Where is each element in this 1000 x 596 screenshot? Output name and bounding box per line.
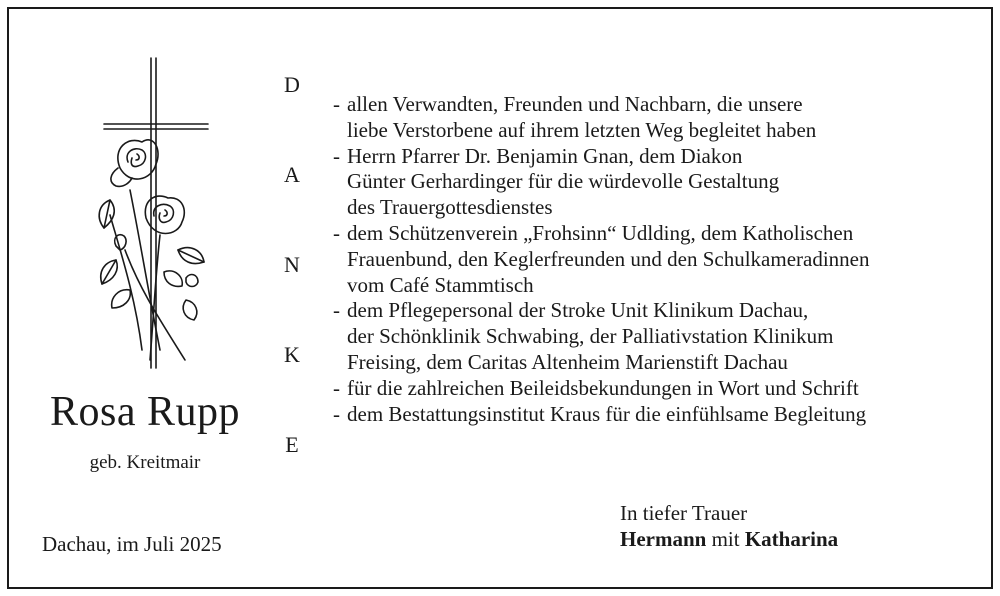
thanks-item: - dem Bestattungsinstitut Kraus für die einfühlsame Begleitung <box>333 401 867 426</box>
deceased-name: Rosa Rupp <box>49 389 240 435</box>
danke-letter: E <box>285 432 299 457</box>
thanks-item: - allen Verwandten, Freunden und Nachbarn, die unsere liebe Verstorbene auf ihrem letzten Weg begleitet haben <box>333 92 817 142</box>
danke-letter: A <box>284 162 300 187</box>
closing-line: In tiefer Trauer <box>620 501 748 525</box>
danke-letter: K <box>284 342 300 367</box>
mourner-name: Katharina <box>744 527 839 551</box>
mourners <box>620 526 838 552</box>
cross-with-roses-icon <box>90 50 220 380</box>
thanks-item: - für die zahlreichen Beileidsbekundungen in Wort und Schrift <box>333 375 859 400</box>
mourner-connector: mit <box>706 527 745 551</box>
maiden-name: geb. Kreitmair <box>89 452 201 473</box>
place-and-date: Dachau, im Juli 2025 <box>42 532 222 556</box>
thanks-list <box>333 92 983 427</box>
thanks-item: - Herrn Pfarrer Dr. Benjamin Gnan, dem Diakon Günter Gerhardinger für die würdevolle Gestaltung des Trauergottesdienstes <box>333 143 780 220</box>
danke-letter: N <box>284 252 300 277</box>
closing-signature <box>620 500 838 552</box>
thanks-item: - dem Pflegepersonal der Stroke Unit Klinikum Dachau, der Schönklinik Schwabing, der Palliativstation Klinikum Freising, dem Caritas Altenheim Marienstift Dachau <box>333 298 834 374</box>
danke-letter: D <box>284 72 300 97</box>
mourner-name: Hermann <box>620 527 707 551</box>
thanks-item: - dem Schützenverein „Frohsinn“ Udlding, dem Katholischen Frauenbund, den Keglerfreunden und den Schulkameradinnen vom Café Stammtisch <box>333 220 870 297</box>
